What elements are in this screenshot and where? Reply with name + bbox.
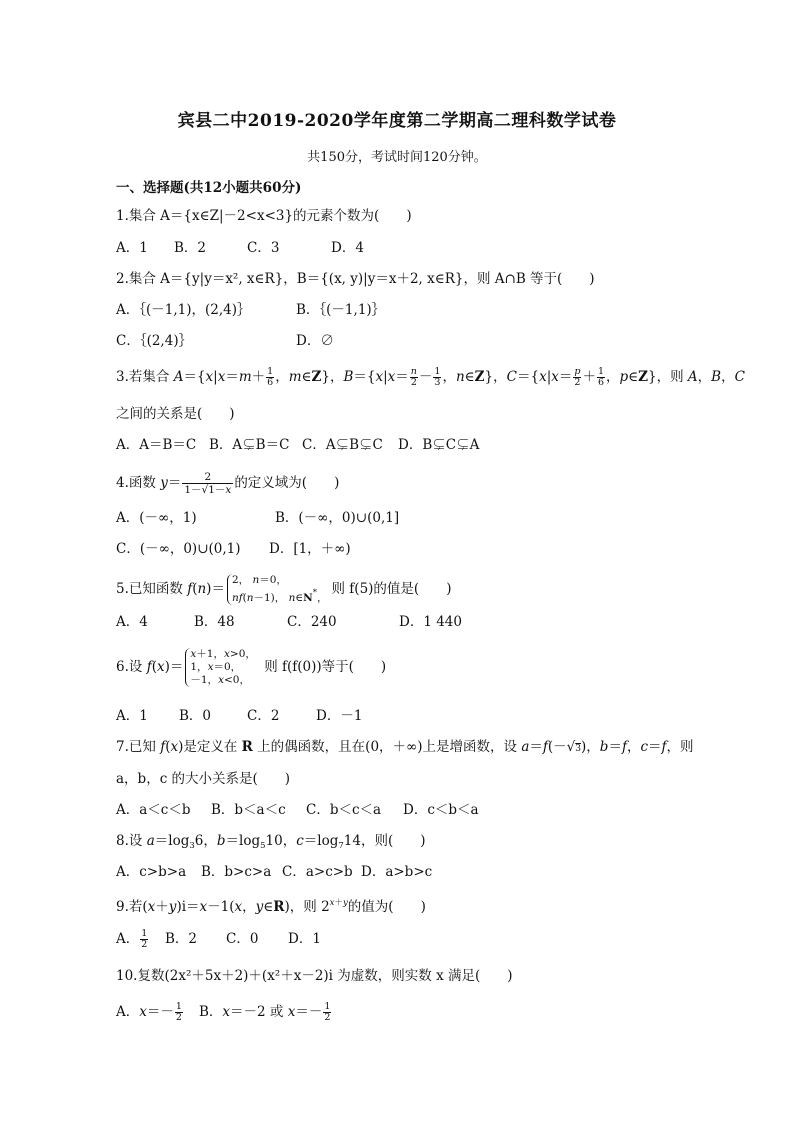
question-6-option-d: D．－1 — [316, 708, 363, 724]
question-3-option-a: A．A＝B＝C — [116, 437, 197, 453]
question-1-option-b: B．2 — [174, 240, 207, 256]
question-4-stem: 4.函数 y＝ $\frac{2}{1-√1-x}$ 的定义域为( ) — [116, 471, 340, 496]
question-9-stem: 9.若(x＋y)i＝x－1(x，y∈R)，则 $2^{x+y}$的值为( ) — [116, 898, 426, 915]
question-10-option-b: B．x＝－2 或 x＝－ $\frac{1}{2}$ — [199, 1001, 331, 1023]
question-7-option-b: B．b＜a＜c — [211, 802, 286, 818]
question-3-option-d: D．B⊊C⊊A — [398, 437, 480, 453]
question-7-option-a: A．a＜c＜b — [116, 802, 191, 818]
piecewise-brace: 2， n＝0， nf(n－1)， n∈N*， — [227, 574, 328, 605]
question-3-option-c: C．A⊊B⊊C — [302, 437, 383, 453]
question-9-option-b: B．2 — [165, 931, 198, 947]
question-4-option-d: D．[1，＋∞) — [269, 541, 351, 557]
piecewise-brace: x＋1，x>0， 1，x＝0， －1，x<0， — [185, 648, 256, 687]
question-3-stem: 3.若集合 A＝{x|x＝m＋ $\frac{1}{6}$ ，m∈Z}，B＝{x|x＝ $\frac{n}{2}$ － $\frac{1}{3}$ ，n∈Z}，C＝{x|x＝ $\frac{p}{2}$ ＋ $\frac{1}{6}$ ，p∈Z}，则 A，B，C — [116, 366, 745, 388]
question-1-stem: 1.集合 A＝{x∈Z|－2<x<3}的元素个数为( ) — [116, 208, 412, 224]
question-4-option-b: B．(－∞，0)∪(0,1] — [275, 510, 400, 526]
question-6-stem: 6.设 f(x)＝ x＋1，x>0， 1，x＝0， －1，x<0， 则 f(f(0))等于( ) — [116, 648, 387, 686]
question-3-option-b: B．A⊊B＝C — [209, 437, 290, 453]
question-7-option-c: C．b＜c＜a — [306, 802, 382, 818]
question-8-option-a: A．c>b>a — [116, 864, 187, 880]
question-2-option-a: A．｛(－1,1)，(2,4)｝ — [116, 302, 251, 318]
question-5-option-a: A．4 — [116, 614, 148, 630]
question-1-option-d: D．4 — [331, 240, 364, 256]
question-8-stem: 8.设 $a=\log_36$，$b=\log_510$，$c=\log_714$，则( ) — [116, 833, 426, 851]
question-7-stem: 7.已知 f(x)是定义在 R 上的偶函数，且在(0，＋∞)上是增函数，设 a＝f(－√3)，b＝f，c＝f，则 — [116, 739, 694, 755]
question-9-option-a: A． $\frac{1}{2}$ — [116, 928, 148, 950]
question-5-option-c: C．240 — [287, 614, 337, 630]
question-2-option-d: D．∅ — [296, 333, 334, 349]
exam-subtitle: 共150分，考试时间120分钟。 — [307, 150, 487, 165]
section-heading: 一、选择题(共12小题共60分) — [116, 180, 302, 196]
question-6-option-c: C．2 — [247, 708, 280, 724]
question-9-option-c: C．0 — [226, 931, 259, 947]
question-5-stem: 5.已知函数 f(n)＝ 2， n＝0， nf(n－1)， n∈N*， 则 f(5)的值是( ) — [116, 574, 452, 604]
question-8-option-b: B．b>c>a — [201, 864, 272, 880]
question-8-option-d: D．a>b>c — [361, 864, 433, 880]
question-5-option-d: D．1 440 — [399, 614, 462, 630]
question-2-stem: 2.集合 A＝{y|y＝x², x∈R}，B＝{(x, y)|y＝x＋2, x∈R}，则 A∩B 等于( ) — [116, 271, 595, 287]
question-2-option-b: B．｛(－1,1)｝ — [296, 302, 386, 318]
question-7-option-d: D．c＜b＜a — [403, 802, 479, 818]
question-10-stem: 10.复数(2x²＋5x＋2)＋(x²＋x－2)i 为虚数，则实数 x 满足( ) — [116, 968, 513, 984]
question-6-option-a: A．1 — [116, 708, 148, 724]
exam-title: 宾县二中2019-2020学年度第二学期高二理科数学试卷 — [177, 111, 617, 131]
question-1-option-a: A．1 — [116, 240, 148, 256]
question-3-stem-line2: 之间的关系是( ) — [116, 406, 235, 422]
question-2-option-c: C．｛(2,4)｝ — [116, 333, 193, 349]
question-1-option-c: C．3 — [247, 240, 280, 256]
question-8-option-c: C．a>c>b — [282, 864, 353, 880]
question-4-option-c: C．(－∞，0)∪(0,1) — [116, 541, 241, 557]
question-4-option-a: A．(－∞，1) — [116, 510, 197, 526]
question-10-option-a: A．x＝－ $\frac{1}{2}$ — [116, 1001, 182, 1023]
question-5-option-b: B．48 — [194, 614, 235, 630]
question-9-option-d: D．1 — [288, 931, 321, 947]
question-6-option-b: B．0 — [179, 708, 212, 724]
question-7-stem-line2: a，b，c 的大小关系是( ) — [116, 771, 291, 787]
